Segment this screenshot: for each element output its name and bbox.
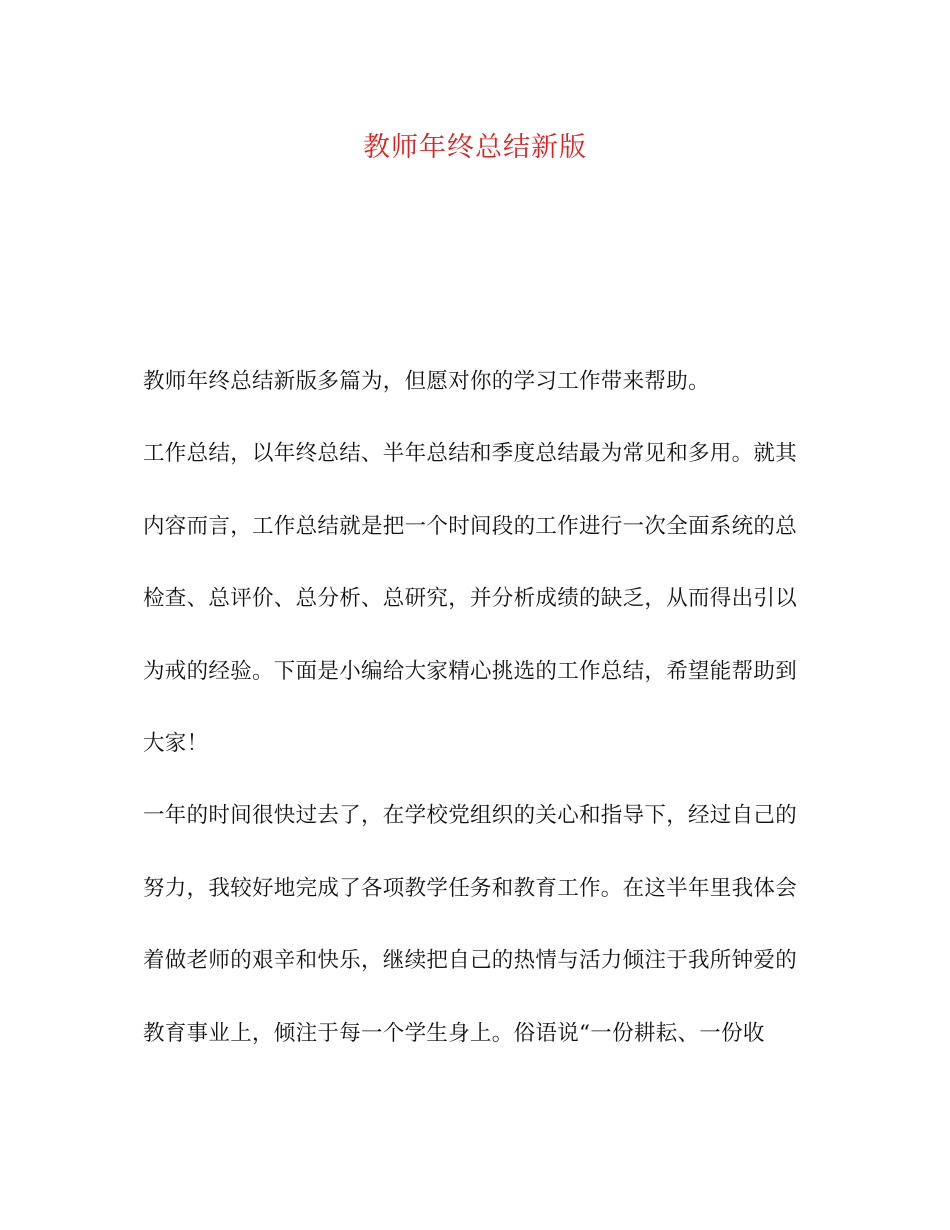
body-line: 为戒的经验。下面是小编给大家精心挑选的工作总结，希望能帮助到 <box>143 658 798 684</box>
body-line: 一年的时间很快过去了，在学校党组织的关心和指导下，经过自己的 <box>143 803 798 829</box>
body-line: 教育事业上，倾注于每一个学生身上。俗语说“一份耕耘、一份收 <box>143 1020 765 1046</box>
body-line: 内容而言，工作总结就是把一个时间段的工作进行一次全面系统的总 <box>143 513 798 539</box>
body-line: 检查、总评价、总分析、总研究，并分析成绩的缺乏，从而得出引以 <box>143 586 798 612</box>
body-line: 工作总结，以年终总结、半年总结和季度总结最为常见和多用。就其 <box>143 441 798 467</box>
document-title: 教师年终总结新版 <box>363 132 587 163</box>
document-body <box>143 360 798 1084</box>
body-line: 教师年终总结新版多篇为，但愿对你的学习工作带来帮助。 <box>143 369 710 394</box>
body-line: 大家！ <box>143 730 209 756</box>
body-line: 努力，我较好地完成了各项教学任务和教育工作。在这半年里我体会 <box>143 875 798 901</box>
body-line: 着做老师的艰辛和快乐，继续把自己的热情与活力倾注于我所钟爱的 <box>143 948 798 974</box>
